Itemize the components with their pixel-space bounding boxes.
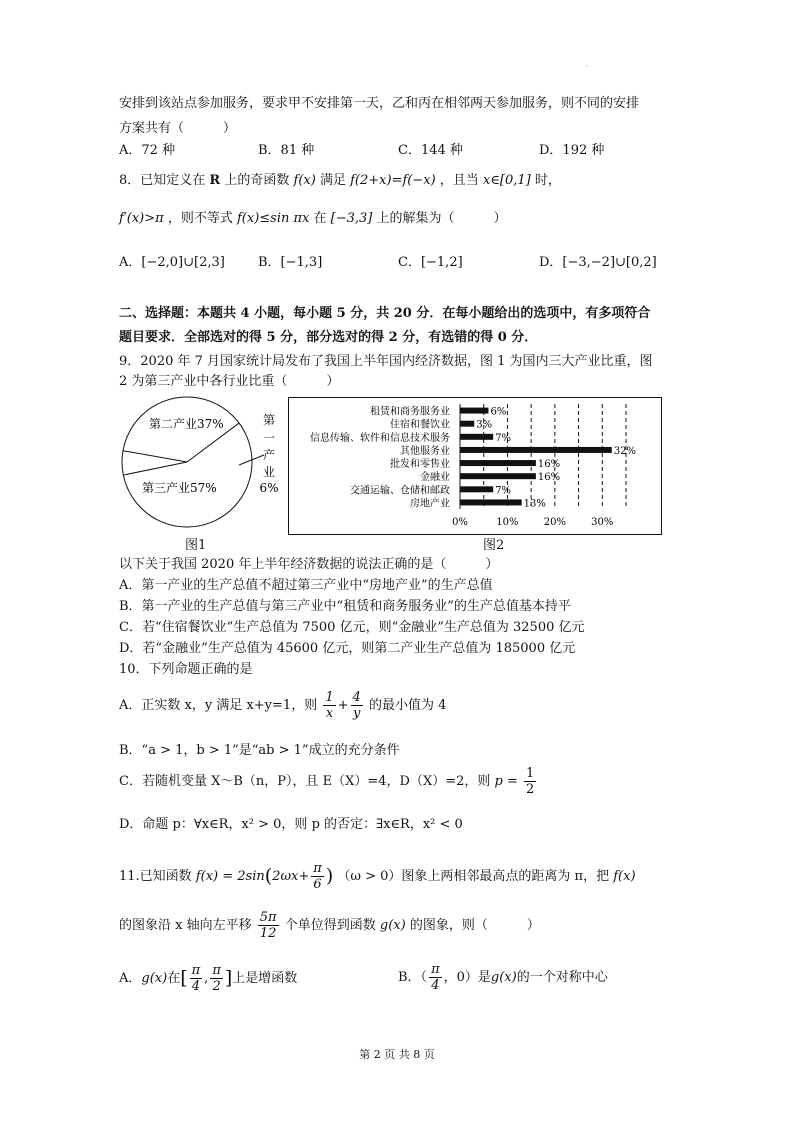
q11-function: g(x) [490, 970, 517, 985]
fraction-1-over-x: $\frac{1}{x}$ [325, 690, 334, 721]
bar-value-label: 13% [523, 498, 546, 510]
q11-argument: 2ωx+ [272, 869, 310, 884]
pie-label-primary-char-1: 一 [262, 431, 276, 445]
q8-option-b: B．[−1,3] [258, 255, 323, 270]
q8-condition: x∈[0,1] [482, 173, 531, 188]
bar-value-label: 7% [495, 485, 512, 497]
q10-option-b: B．“a > 1，b > 1”是“ab > 1”成立的充分条件 [119, 743, 400, 758]
q11-text: 的图象沿 x 轴向左平移 [119, 918, 252, 933]
x-tick-label: 20% [543, 517, 566, 528]
q8-text: ，则不等式 [167, 211, 233, 226]
q11-paren: ) [325, 865, 334, 887]
q7-option-b: B．81 种 [258, 143, 315, 158]
bar-category-label: 住宿和餐饮业 [390, 419, 450, 431]
q8-text: 时， [534, 173, 561, 188]
fraction-pi-over-4: $\frac{\pi}{4}$ [191, 963, 201, 994]
bar-value-label: 7% [495, 432, 512, 444]
page-mark: · [586, 62, 589, 71]
bar-value-label: 32% [613, 445, 637, 457]
pie-label-primary-char-2: 产 [262, 448, 276, 462]
bar-category-label: 信息传输、软件和信息技术服务 [310, 432, 450, 444]
q8-line1 [119, 172, 561, 190]
q8-text: 上的奇函数 [224, 173, 290, 188]
x-tick-label: 10% [496, 517, 519, 528]
bar-value-label: 3% [476, 419, 493, 431]
bar [460, 408, 488, 414]
q8-option-d: D．[−3,−2]∪[0,2] [539, 255, 657, 270]
pie-label-tertiary: 第三产业57% [142, 481, 217, 495]
fig1-caption: 图1 [185, 538, 207, 553]
q11-function: f(x) [613, 869, 636, 884]
q9-line2: 2 为第三产业中各行业比重（ ） [119, 374, 340, 389]
pie-label-primary-char-0: 第 [262, 413, 276, 427]
q8-equation: f(2+x)=f(−x) [350, 173, 436, 188]
q10-c-text: C．若随机变量 X～B（n，P），且 E（X）=4，D（X）=2，则 [119, 774, 491, 789]
fraction-4-over-y: $\frac{4}{y}$ [352, 690, 361, 721]
q8-text: ，且当 [439, 173, 479, 188]
q10-title: 10．下列命题正确的是 [119, 662, 253, 677]
q9-option-a: A．第一产业的生产总值不超过第三产业中“房地产业”的生产总值 [119, 578, 493, 593]
q11-function: g(x) [379, 918, 406, 933]
fraction-5pi-over-12: $\frac{5\pi}{12}$ [259, 910, 277, 941]
q11-paren: ( [264, 865, 273, 887]
q11-line1 [119, 860, 636, 893]
q11-b-text: 的一个对称中心 [516, 970, 608, 985]
pie-label-primary-char-4: 6% [259, 481, 279, 495]
q9-option-c: C．若“住宿餐饮业”生产总值为 7500 亿元，则“金融业”生产总值为 32500 亿元 [119, 620, 585, 635]
x-tick-label: 30% [591, 517, 614, 528]
section2-heading-line2: 题目要求．全部选对的得 5 分，部分选对的得 2 分，有选错的得 0 分． [119, 330, 538, 345]
q8-text: 在 [313, 211, 327, 226]
bar [460, 473, 536, 479]
q7-option-c: C．144 种 [398, 143, 463, 158]
q11-b-text: B．（ [398, 970, 428, 985]
fraction-pi-over-4: $\frac{\pi}{4}$ [431, 962, 440, 993]
q11-b-text: ，0）是 [443, 970, 491, 985]
fig2-caption: 图2 [483, 538, 505, 553]
bar-category-label: 批发和零售业 [390, 459, 450, 471]
q8-interval: [−3,3] [330, 211, 373, 226]
page-footer: 第 2 页 共 8 页 [359, 1048, 435, 1061]
q11-text: 的图象，则（ ） [409, 918, 540, 933]
bar-value-label: 16% [537, 472, 561, 484]
q9-stem: 以下关于我国 2020 年上半年经济数据的说法正确的是（ ） [119, 557, 499, 572]
q8-real-set: R [209, 173, 221, 188]
q11-function: f(x) = 2sin [195, 869, 265, 884]
bar [460, 486, 493, 492]
q11-option-a: A．g(x)在[ $\frac{\pi}{4}$ , $\frac{\pi}{2}$ ]上是增函数 [119, 963, 298, 994]
bar-category-label: 交通运输、仓储和邮政 [350, 485, 450, 497]
q7-line1: 安排到该站点参加服务，要求甲不安排第一天，乙和丙在相邻两天参加服务，则不同的安排 [119, 96, 640, 111]
bar-value-label: 16% [537, 459, 561, 471]
q7-option-d: D．192 种 [539, 143, 605, 158]
q8-function: f(x) [293, 173, 316, 188]
pie-label-primary-char-3: 业 [262, 465, 276, 479]
bar-category-label: 其他服务业 [400, 445, 450, 457]
q11-bracket: ] [224, 967, 233, 989]
q10-a-text: 的最小值为 4 [368, 698, 447, 713]
q8-inequality: f(x)≤sin πx [236, 211, 310, 226]
q7-line2: 方案共有（ ） [119, 121, 237, 136]
q8-option-c: C．[−1,2] [398, 255, 463, 270]
pie-label-secondary: 第二产业37% [149, 417, 224, 431]
bar [460, 499, 522, 505]
bar-category-label: 房地产业 [410, 498, 450, 510]
q11-option-b [398, 962, 608, 994]
q10-option-d: D．命题 p：∀x∈R，x² > 0，则 p 的否定：∃x∈R，x² < 0 [119, 817, 463, 832]
q7-option-a: A．72 种 [119, 143, 176, 158]
bar [460, 434, 493, 440]
fraction-1-over-2: $\frac{1}{2}$ [526, 766, 535, 797]
q10-a-text: A．正实数 x，y 满足 x+y=1，则 [119, 698, 318, 713]
q11-text: 个单位得到函数 [284, 918, 376, 933]
q11-text: 11.已知函数 [119, 869, 192, 884]
x-tick-label: 0% [452, 517, 468, 528]
q8-text: 上的解集为（ ） [376, 211, 507, 226]
bar-chart [288, 397, 662, 535]
q9-option-b: B．第一产业的生产总值与第三产业中“租赁和商务服务业”的生产总值基本持平 [119, 599, 571, 614]
bar [460, 421, 474, 427]
q8-derivative: f′(x)>π [119, 211, 164, 226]
q8-option-a: A．[−2,0]∪[2,3] [119, 255, 225, 270]
q8-text: 满足 [319, 173, 346, 188]
q11-a-text: 上是增函数 [232, 971, 298, 986]
q9-option-d: D．若“金融业”生产总值为 45600 亿元，则第二产业生产总值为 185000 亿元 [119, 641, 576, 656]
bar [460, 460, 536, 466]
q11-a-text: A． [119, 971, 142, 986]
q11-a-text: 在 [167, 971, 181, 986]
q11-text: （ω > 0）图象上两相邻最高点的距离为 π，把 [337, 869, 610, 884]
q11-line2 [119, 910, 540, 942]
q9-line1: 9．2020 年 7 月国家统计局发布了我国上半年国内经济数据，图 1 为国内三大产业比重，图 [119, 354, 653, 369]
fraction-pi-over-6: $\frac{\pi}{6}$ [313, 861, 322, 892]
fraction-pi-over-2: $\frac{\pi}{2}$ [212, 963, 221, 994]
q8-line2 [119, 210, 507, 228]
pie-chart [119, 395, 299, 545]
q8-text: 8．已知定义在 [119, 173, 206, 188]
section2-heading-line1: 二、选择题：本题共 4 小题，每小题 5 分，共 20 分．在每小题给出的选项中，有多项符合 [119, 306, 651, 321]
q10-option-c [119, 766, 538, 798]
bar-category-label: 租赁和商务服务业 [370, 406, 450, 418]
q10-c-p: p = [494, 774, 518, 789]
bar-category-label: 金融业 [420, 472, 450, 484]
q11-bracket: [ [180, 967, 188, 989]
q10-option-a: A．正实数 x，y 满足 x+y=1，则 $\frac{1}{x}$ + $\frac{4}{y}$ 的最小值为 4 [119, 690, 447, 721]
q11-function: g(x) [141, 971, 168, 986]
bar [460, 447, 612, 453]
bar-value-label: 6% [490, 406, 507, 418]
